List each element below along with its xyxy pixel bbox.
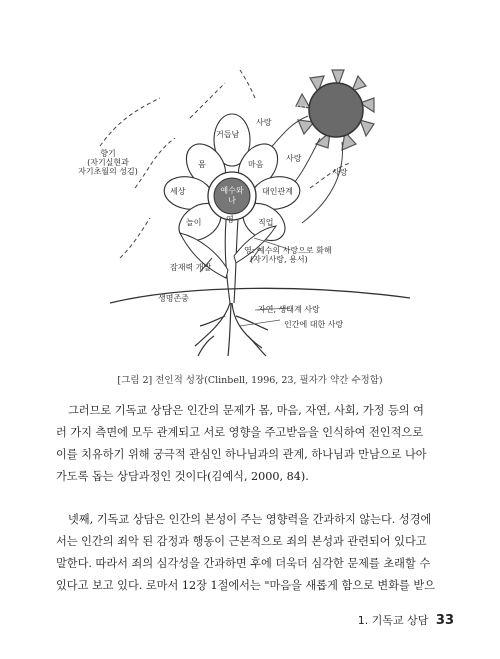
human-love-label: 인간에 대한 사랑 xyxy=(284,320,344,329)
paragraph-2-line: 말한다. 따라서 죄의 심각성을 간과하면 후에 더욱더 심각한 문제를 초래할 수 xyxy=(56,557,431,570)
paragraph-1 xyxy=(56,400,442,488)
holistic-growth-figure xyxy=(40,58,480,358)
petal-body: 몸 xyxy=(198,160,206,169)
petal-relationships: 대인관계 xyxy=(262,187,293,196)
fragrance-line-3: 자기초월의 성김) xyxy=(78,167,138,176)
nature-love-label: 자연, 생태계 사랑 xyxy=(258,305,320,314)
petal-play: 놀이 xyxy=(186,218,202,227)
paragraph-1-line: 그러므로 기독교 상담은 인간의 문제가 몸, 마음, 자연, 사회, 가정 등의 여 xyxy=(68,404,424,417)
spirit-note-2: (자기사랑, 용서) xyxy=(250,255,308,264)
petal-world: 세상 xyxy=(170,187,186,196)
figure-caption: [그림 2] 전인적 성장(Clinbell, 1996, 23, 필자가 약간 수정함) xyxy=(117,375,383,386)
love-label-1: 사랑 xyxy=(256,118,272,127)
paragraph-2 xyxy=(56,509,442,597)
life-respect-label: 생명존중 xyxy=(158,294,189,303)
chapter-title: 1. 기독교 상담 xyxy=(357,614,429,627)
sun-label: 하나님 xyxy=(284,105,308,114)
center-line-2: 나 xyxy=(228,196,236,205)
potential-label: 잠재력 개발 xyxy=(170,263,212,272)
paragraph-2-line: 넷째, 기독교 상담은 인간의 본성이 주는 영향력을 간과하지 않는다. 성경에 xyxy=(68,513,432,526)
paragraph-2-line: 있다고 보고 있다. 로마서 12장 1절에서는 "마음을 새롭게 함으로 변화를 받으 xyxy=(56,579,436,592)
ground-line xyxy=(110,288,410,303)
petal-rebirth: 거듭남 xyxy=(216,130,240,139)
page-number: 33 xyxy=(435,613,454,628)
stem-spirit-label: 영 xyxy=(226,215,234,224)
love-label-2: 사랑 xyxy=(286,154,302,163)
page-footer xyxy=(358,612,454,628)
paragraph-1-line: 러 가지 측면에 모두 관계되고 서로 영향을 주고받음을 인식하여 전인적으로 xyxy=(56,426,424,439)
paragraph-2-line: 서는 인간의 죄악 된 감정과 행동이 근본적으로 죄의 본성과 관련되어 있다고 xyxy=(56,535,427,548)
center-line-1: 예수와 xyxy=(220,186,244,195)
love-label-3: 사랑 xyxy=(332,168,348,177)
petal-mind: 마음 xyxy=(248,160,264,169)
fragrance-line-2: (자기실현과 xyxy=(87,158,129,167)
paragraph-1-line: 가도록 돕는 상담과정인 것이다(김예식, 2000, 84). xyxy=(56,470,309,483)
sun-icon xyxy=(296,70,374,150)
paragraph-1-line: 이를 치유하기 위해 궁극적 관심인 하나님과의 관계, 하나님과 만남으로 나아 xyxy=(56,448,427,461)
spirit-note-1: 영: 예수의 사랑으로 화해 xyxy=(244,246,332,255)
fragrance-line-1: 향기 xyxy=(100,149,116,158)
petal-work: 직업 xyxy=(258,218,274,227)
